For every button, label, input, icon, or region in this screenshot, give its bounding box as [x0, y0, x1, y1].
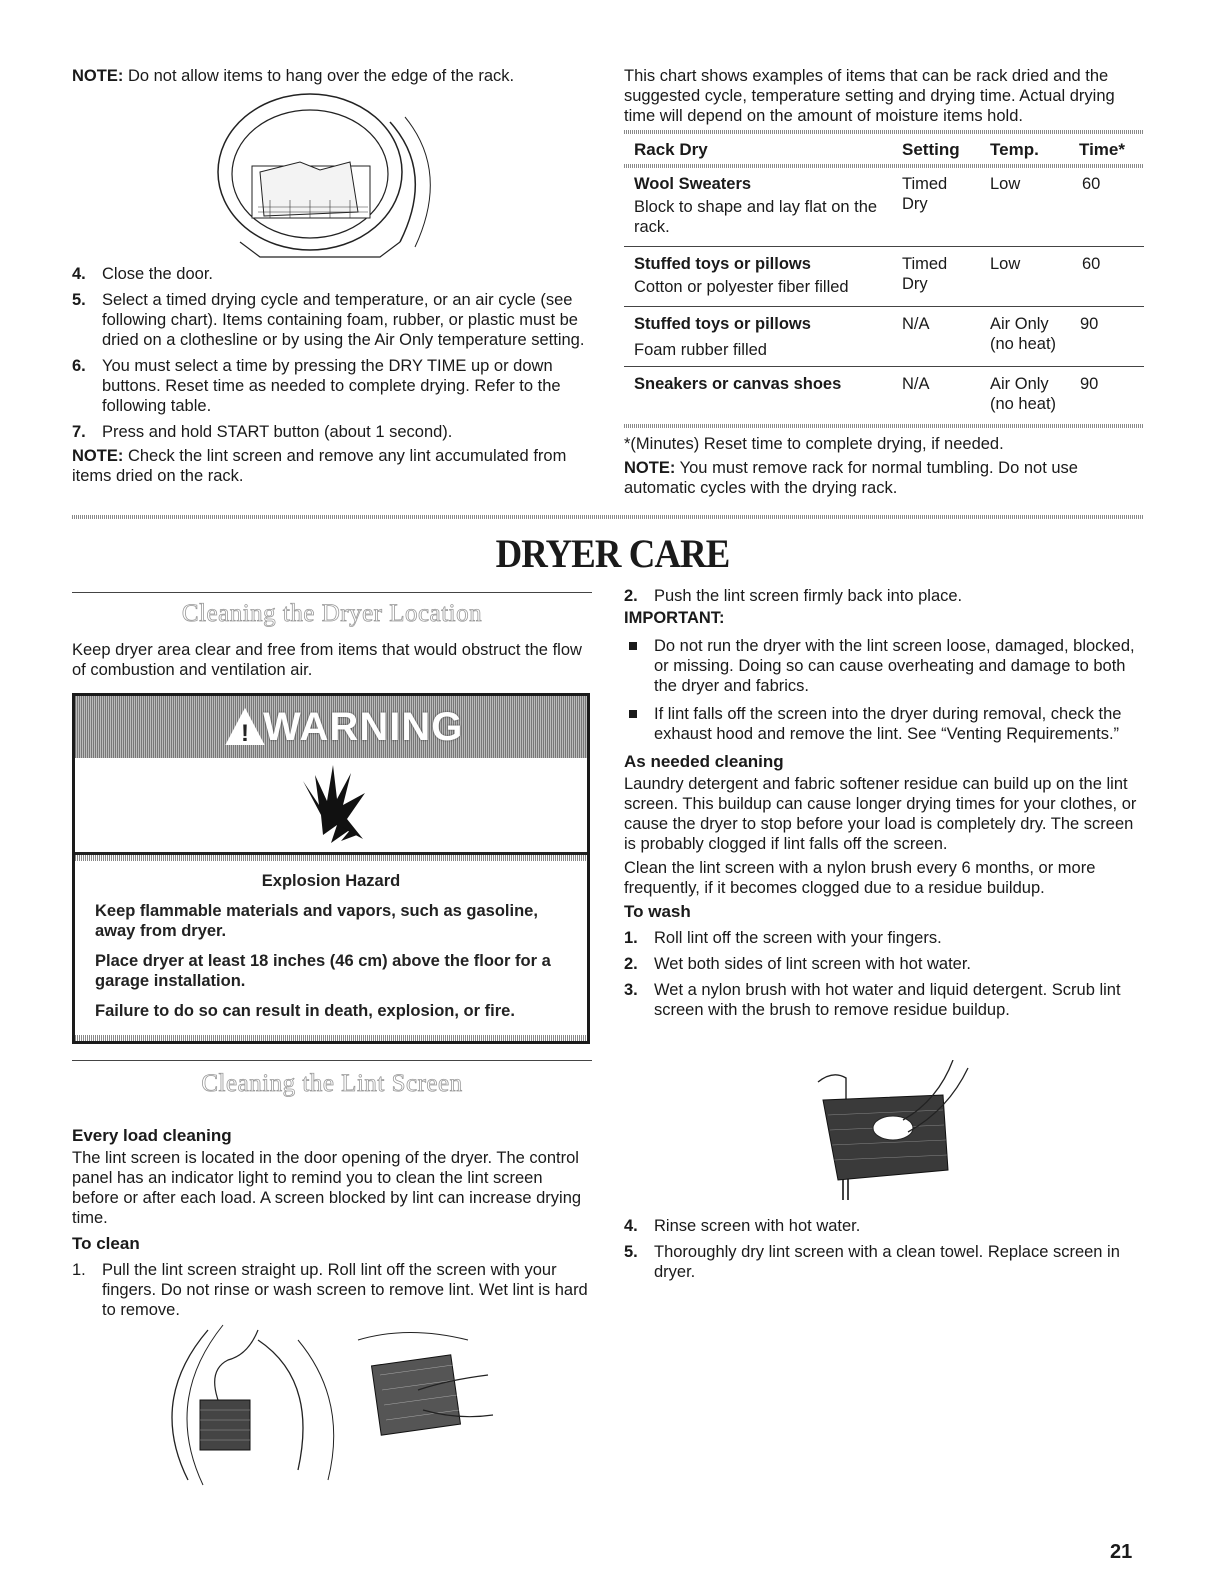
table-footer	[624, 434, 1144, 498]
step-7: 7. Press and hold START button (about 1 second).	[72, 423, 453, 441]
header-time: Time*	[1079, 140, 1125, 159]
section-title-lint-screen: Cleaning the Lint Screen	[201, 1070, 463, 1097]
every-load-text: The lint screen is located in the door opening of the dryer. The control panel has an indicator light to remind you to clean the lint screen before or after each load. A screen blocked by lint can increase drying time.	[72, 1149, 582, 1227]
section-divider	[72, 515, 1144, 519]
row3-time: 90	[1080, 315, 1099, 333]
wash-step-4: 4. Rinse screen with hot water.	[624, 1217, 861, 1235]
warning-text	[75, 861, 587, 1021]
to-clean-heading: To clean	[72, 1234, 140, 1253]
row1-temp: Low	[990, 175, 1021, 193]
bullet-icon	[629, 642, 637, 650]
step-6: 6. You must select a time by pressing the DRY TIME up or down buttons. Reset time as needed to complete drying. Refer to the following table.	[72, 357, 561, 415]
clean-step-1: 1. Pull the lint screen straight up. Roll lint off the screen with your fingers. Do not rinse or wash screen to remove lint. Wet lint is hard to remove.	[72, 1261, 588, 1319]
wash-step-2: 2. Wet both sides of lint screen with hot water.	[624, 955, 972, 973]
wash-step-5: 5. Thoroughly dry lint screen with a clean towel. Replace screen in dryer.	[624, 1243, 1120, 1281]
warning-header	[75, 696, 587, 758]
section-rule	[72, 592, 592, 593]
table-top-rule	[624, 130, 1144, 134]
dryer-location-text: Keep dryer area clear and free from items that would obstruct the flow of combustion and ventilation air.	[72, 641, 582, 679]
header-setting: Setting	[902, 140, 960, 159]
every-load-section	[72, 1126, 592, 1322]
header-rule	[624, 164, 1144, 168]
row-divider	[624, 366, 1144, 367]
note-rack-edge: NOTE: Do not allow items to hang over the edge of the rack.	[72, 67, 515, 85]
table-row: Stuffed toys or pillows Cotton or polyester fiber filled	[634, 255, 849, 296]
wash-step-3: 3. Wet a nylon brush with hot water and liquid detergent. Scrub lint screen with the brush to remove residue buildup.	[624, 981, 1121, 1019]
row2-time: 60	[1082, 255, 1101, 273]
section-rule	[72, 1060, 592, 1061]
to-wash-heading: To wash	[624, 902, 691, 921]
note-remove-rack: NOTE: You must remove rack for normal tumbling. Do not use automatic cycles with the drying rack.	[624, 459, 1078, 497]
rack-chart-intro: This chart shows examples of items that can be rack dried and the suggested cycle, temperature setting and drying time. Actual drying time will depend on the amount of moisture items hold.	[624, 67, 1115, 125]
warning-line-2: Place dryer at least 18 inches (46 cm) above the floor for a garage installation.	[95, 952, 551, 990]
warning-line-1: Keep flammable materials and vapors, such as gasoline, away from dryer.	[95, 902, 538, 940]
every-load-heading: Every load cleaning	[72, 1126, 232, 1145]
right-column-lower	[624, 586, 1144, 1022]
clean-step-2: 2. Push the lint screen firmly back into place.	[624, 587, 963, 605]
header-rack-dry: Rack Dry	[634, 140, 708, 159]
row3-temp: Air Only (no heat)	[990, 315, 1057, 353]
lint-screen-scrub-illustration	[808, 1060, 978, 1210]
warning-label: WARNING	[263, 705, 464, 749]
as-needed-text-2: Clean the lint screen with a nylon brush every 6 months, or more frequently, if it becomes clogged due to a residue buildup.	[624, 859, 1096, 897]
explosion-symbol-area	[75, 758, 587, 855]
row1-time: 60	[1082, 175, 1101, 193]
page-title: DRYER CARE	[495, 531, 730, 576]
step-4: 4. Close the door.	[72, 265, 213, 283]
svg-text:!: !	[241, 720, 249, 746]
row4-time: 90	[1080, 375, 1099, 393]
rack-steps	[72, 264, 592, 486]
warning-box	[72, 693, 590, 1044]
as-needed-heading: As needed cleaning	[624, 752, 784, 771]
row4-setting: N/A	[902, 375, 930, 393]
header-temp: Temp.	[990, 140, 1039, 159]
row3-setting: N/A	[902, 315, 930, 333]
page-number: 21	[1110, 1541, 1133, 1563]
dryer-rack-illustration	[200, 92, 450, 262]
row2-temp: Low	[990, 255, 1021, 273]
note-lint-accumulated: NOTE: Check the lint screen and remove any lint accumulated from items dried on the rack.	[72, 447, 567, 485]
row2-setting: Timed Dry	[902, 255, 948, 293]
list-item: If lint falls off the screen into the dryer during removal, check the exhaust hood and remove the lint. See “Venting Requirements.”	[624, 704, 1144, 744]
bullet-icon	[629, 710, 637, 718]
important-label: IMPORTANT:	[624, 609, 725, 627]
row1-setting: Timed Dry	[902, 175, 948, 213]
minutes-footnote: *(Minutes) Reset time to complete drying, if needed.	[624, 435, 1004, 453]
step-5: 5. Select a timed drying cycle and temperature, or an air cycle (see following chart). Items containing foam, rubber, or plastic must be dried on a clothesline or by using the Air Only temperature setting.	[72, 291, 585, 349]
top-left-column	[72, 66, 592, 86]
as-needed-text-1: Laundry detergent and fabric softener residue can build up on the lint screen. This buildup can cause longer drying times for your clothes, or cause the dryer to stop before your load is completely dry. The screen is probably clogged if lint falls off the screen.	[624, 775, 1137, 853]
table-bottom-rule	[624, 424, 1144, 428]
top-right-column	[624, 66, 1144, 126]
wash-steps-after	[624, 1216, 1144, 1284]
hazard-title: Explosion Hazard	[261, 872, 401, 890]
table-row: Sneakers or canvas shoes	[634, 375, 842, 393]
list-item: Do not run the dryer with the lint screen loose, damaged, blocked, or missing. Doing so can cause overheating and damage to both the dryer and fabrics.	[624, 636, 1144, 696]
table-row: Stuffed toys or pillows Foam rubber filled	[634, 315, 811, 359]
section-title-dryer-location: Cleaning the Dryer Location	[181, 600, 483, 627]
row-divider	[624, 246, 1144, 247]
wash-step-1: 1. Roll lint off the screen with your fingers.	[624, 929, 942, 947]
lint-screen-removal-illustration	[148, 1320, 508, 1490]
row4-temp: Air Only (no heat)	[990, 375, 1057, 413]
explosion-icon	[293, 763, 373, 847]
warning-line-3: Failure to do so can result in death, explosion, or fire.	[95, 1002, 515, 1020]
table-row: Wool Sweaters Block to shape and lay flat on the rack.	[634, 175, 878, 236]
row-divider	[624, 306, 1144, 307]
warning-triangle-icon	[225, 708, 265, 746]
